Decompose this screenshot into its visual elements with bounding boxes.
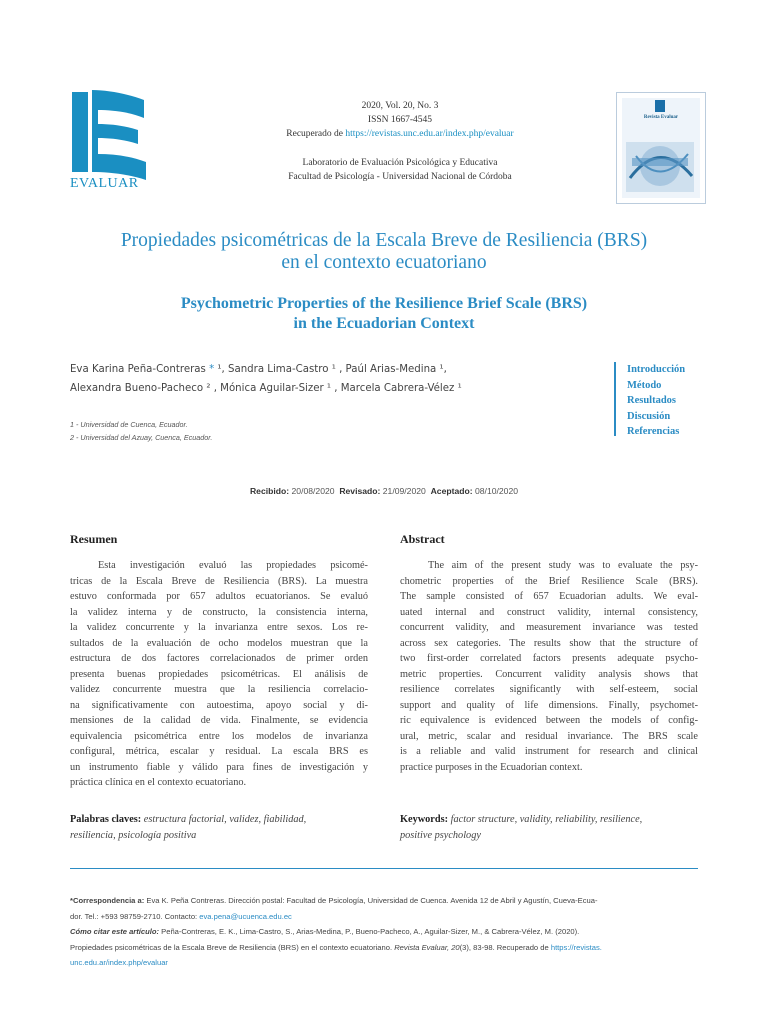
author-5: , Mónica Aguilar-Sizer ¹ <box>213 383 331 394</box>
authors <box>70 360 590 398</box>
resumen-line: la validez concurrente y la invarianza entre sexos. Los re- <box>70 622 368 633</box>
abstract-line: concurrent validity, and measurement invariance was tested <box>400 622 698 633</box>
resumen-heading: Resumen <box>70 532 118 546</box>
revised-date: 21/09/2020 <box>382 486 426 496</box>
resumen-body <box>70 558 368 791</box>
resumen-line: la validez interna y de constructo, la consistencia interna, <box>70 606 368 618</box>
resumen-line: Esta investigación evaluó las propiedades psicomé- <box>98 560 368 571</box>
nav-metodo[interactable]: Método <box>627 379 662 391</box>
cite-url-link[interactable]: https://revistas. <box>550 942 602 952</box>
abstract-line: metric properties. Concurrent validity analysis shows that <box>400 668 698 680</box>
nav-divider <box>614 362 616 436</box>
cite-url-link-cont[interactable]: unc.edu.ar/index.php/evaluar <box>70 958 168 967</box>
received-label: Recibido: <box>249 486 290 496</box>
faculty-name: Facultad de Psicología - Universidad Nacional de Córdoba <box>288 172 512 182</box>
palabras-claves-line2: resiliencia, psicología positiva <box>70 829 197 841</box>
abstract-keywords <box>400 812 700 843</box>
journal-cover <box>616 92 706 204</box>
title-es-line1: Propiedades psicométricas de la Escala Breve de Resiliencia (BRS) <box>120 230 648 251</box>
nav-resultados[interactable]: Resultados <box>627 395 677 406</box>
abstract-line: chometric properties of the Brief Resilience Scale (BRS). <box>400 575 698 587</box>
cite-line1: Peña-Contreras, E. K., Lima-Castro, S., Arias-Medina, P., Bueno-Pacheco, A., Aguilar-Sizer, M., & Cabrera-Vélez, M. (2020). <box>161 927 580 936</box>
author-6: , Marcela Cabrera-Vélez ¹ <box>334 383 462 394</box>
cover-art-icon <box>622 98 698 196</box>
author-3: , Paúl Arias-Medina ¹ <box>339 364 444 375</box>
title-en-line2: in the Ecuadorian Context <box>293 315 475 332</box>
abstract-line: across sex categories. The results show that the structure of <box>400 637 698 649</box>
cite-label: Cómo citar este artículo: <box>70 927 160 936</box>
section-nav <box>627 362 685 440</box>
title-en-line1: Psychometric Properties of the Resilience Brief Scale (BRS) <box>180 295 588 312</box>
abstract-line: support and quality of life dimensions. Finally, psychomet- <box>400 699 698 711</box>
author-2: , Sandra Lima-Castro ¹ <box>221 364 336 375</box>
resumen-line: tricas de la Escala Breve de Resiliencia (BRS). La muestra <box>70 575 368 587</box>
resumen-line: un instrumento fiable y válido para fines de investigación y <box>70 761 368 773</box>
author-4: Alexandra Bueno-Pacheco ² <box>70 383 211 394</box>
journal-link[interactable]: https://revistas.unc.edu.ar/index.php/evaluar <box>345 129 514 139</box>
nav-introduccion[interactable]: Introducción <box>627 364 686 375</box>
abstract-line: uated internal and construct validity, internal consistency, <box>400 606 698 618</box>
cite-volume: 20 <box>451 942 460 952</box>
author-3-end: , <box>443 364 447 375</box>
footer-divider <box>70 868 698 869</box>
cite-journal: Revista Evaluar, <box>394 942 450 952</box>
recovered-line <box>200 128 600 141</box>
cite-title: Propiedades psicométricas de la Escala Breve de Resiliencia (BRS) en el contexto ecuatoriano. <box>70 942 393 952</box>
lab-name: Laboratorio de Evaluación Psicológica y Educativa <box>302 158 498 168</box>
abstract-body <box>400 558 698 775</box>
cover-title: Revista Evaluar <box>643 115 679 120</box>
keywords-line2: positive psychology <box>400 829 481 841</box>
citation <box>70 924 698 971</box>
keywords-line1: factor structure, validity, reliability, resilience, <box>450 814 643 825</box>
resumen-line: práctica clínica en el contexto ecuatoriano. <box>70 777 247 788</box>
corr-email-link[interactable]: eva.pena@ucuenca.edu.ec <box>199 911 292 921</box>
corr-line2: dor. Tel.: +593 98759-2710. Contacto: <box>70 911 198 921</box>
resumen-line: estuvo conformada por 657 adultos ecuatorianos. Se evaluó <box>70 591 368 602</box>
revised-label: Revisado: <box>339 486 381 496</box>
affiliation-2: 2 - Universidad del Azuay, Cuenca, Ecuador. <box>70 433 213 442</box>
resumen-line: validez concurrente muestra que la resiliencia correlacio- <box>70 684 368 695</box>
title-english <box>40 294 728 334</box>
resumen-line: configural, métrica, escalar y residual. La escala BRS es <box>70 746 368 757</box>
abstract-line: ural, metric, scalar and residual invariance. The BRS scale <box>400 730 698 742</box>
corr-label: *Correspondencia a: <box>70 896 145 905</box>
abstract-line: resilience correlates significantly with self-esteem, social <box>400 684 698 695</box>
title-spanish <box>40 230 728 274</box>
abstract-heading: Abstract <box>400 532 445 546</box>
affiliation-1: 1 - Universidad de Cuenca, Ecuador. <box>70 420 188 429</box>
nav-discusion[interactable]: Discusión <box>627 410 671 422</box>
accepted-date: 08/10/2020 <box>475 486 519 496</box>
corr-text: Eva K. Peña Contreras. Dirección postal: Facultad de Psicología, Universidad de Cuenca. Avenida 12 de Abril y Agustín, Cueva-Ecua- <box>146 896 598 905</box>
accepted-label: Aceptado: <box>430 486 473 496</box>
resumen-line: estructura de dos factores correlacionados de primer orden <box>70 653 368 664</box>
received-date: 20/08/2020 <box>291 486 335 496</box>
title-es-line2: en el contexto ecuatoriano <box>281 252 487 273</box>
palabras-claves-label: Palabras claves: <box>70 814 142 825</box>
resumen-line: sultados de la evaluación de ocho modelos muestran que la <box>70 637 368 649</box>
abstract-line: ric equivalence is evidenced between the models of config- <box>400 715 698 726</box>
resumen-keywords <box>70 812 370 843</box>
abstract-line: The sample consisted of 657 Ecuadorian adults. We eval- <box>400 591 698 602</box>
abstract-line: two first-order correlated factors presents adequate psycho- <box>400 653 698 664</box>
affiliations <box>70 418 470 444</box>
issn: ISSN 1667-4545 <box>367 115 433 125</box>
resumen-line: mensiones de la calidad de vida. Finalmente, se evidencia <box>70 715 368 726</box>
issue-info: 2020, Vol. 20, No. 3 <box>361 101 439 111</box>
abstract-line: The aim of the present study was to evaluate the psy- <box>428 560 698 571</box>
author-1-affil: ¹ <box>214 364 222 375</box>
resumen-line: na significativamente con autoestima, apoyo social y di- <box>70 699 368 711</box>
nav-referencias[interactable]: Referencias <box>627 426 680 437</box>
abstract-line: practice purposes in the Ecuadorian context. <box>400 761 583 773</box>
cite-pages: (3), 83-98. Recuperado de <box>459 942 549 952</box>
recovered-label: Recuperado de <box>286 129 343 139</box>
correspondence <box>70 893 698 924</box>
resumen-line: equivalencia psicométrica entre los modelos de invarianza <box>70 730 368 742</box>
palabras-claves-line1: estructura factorial, validez, fiabilidad, <box>143 814 307 825</box>
abstract-line: is a reliable and valid instrument for research and clinical <box>400 746 698 757</box>
keywords-label: Keywords: <box>400 814 449 825</box>
corresponding-mark: * <box>209 364 215 375</box>
author-1: Eva Karina Peña-Contreras <box>70 364 206 375</box>
dates-line <box>70 486 698 496</box>
resumen-line: presenta buenas propiedades psicométricas. El análisis de <box>70 668 368 680</box>
logo-text: EVALUAR <box>70 176 139 191</box>
